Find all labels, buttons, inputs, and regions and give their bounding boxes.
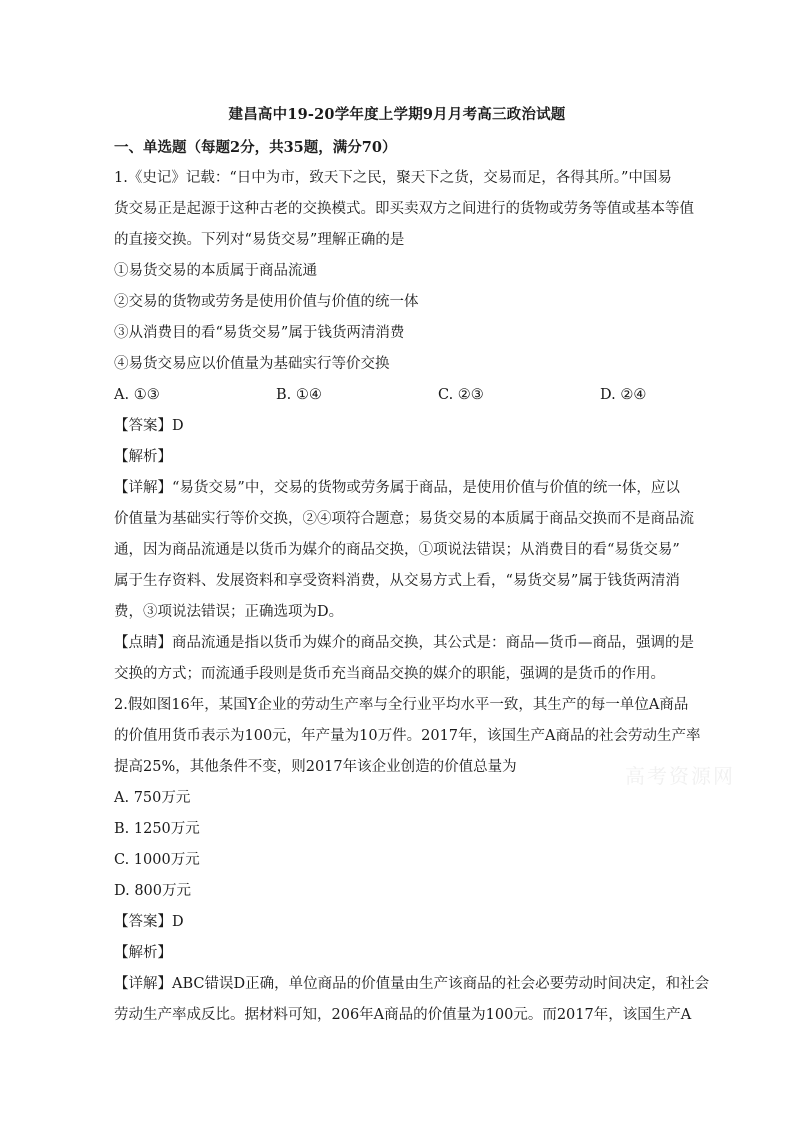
q1-detail-line: 价值量为基础实行等价交换，②④项符合题意；易货交易的本质属于商品交换而不是商品流 bbox=[114, 511, 694, 527]
q1-item: ④易货交易应以价值量为基础实行等价交换 bbox=[114, 356, 390, 372]
q1-analysis-label: 【解析】 bbox=[114, 449, 172, 465]
question-2 bbox=[114, 690, 710, 1031]
q1-stem-line: 的直接交换。下列对“易货交易”理解正确的是 bbox=[114, 232, 405, 248]
q2-detail-line: 【详解】ABC错误D正确，单位商品的价值量由生产该商品的社会必要劳动时间决定，和社会 bbox=[114, 976, 710, 992]
q2-stem-line: 2.假如图16年，某国Y企业的劳动生产率与全行业平均水平一致，其生产的每一单位A商品 bbox=[114, 697, 689, 713]
q1-detail-line: 【详解】“易货交易”中，交易的货物或劳务属于商品，是使用价值与价值的统一体，应以 bbox=[114, 480, 680, 496]
document-title: 建昌高中19-20学年度上学期9月月考高三政治试题 bbox=[228, 106, 566, 123]
q1-item: ①易货交易的本质属于商品流通 bbox=[114, 263, 317, 279]
q2-analysis-label: 【解析】 bbox=[114, 945, 172, 961]
q1-detail-line: 费，③项说法错误；正确选项为D。 bbox=[114, 604, 344, 620]
q1-option-b: B. ①④ bbox=[276, 387, 322, 403]
q2-answer: 【答案】D bbox=[114, 914, 184, 930]
q1-item: ③从消费目的看“易货交易”属于钱货两清消费 bbox=[114, 325, 405, 341]
q1-options bbox=[114, 380, 682, 411]
q1-option-d: D. ②④ bbox=[600, 387, 647, 403]
q2-detail-line: 劳动生产率成反比。据材料可知，206年A商品的价值量为100元。而2017年，该国生产A bbox=[114, 1007, 692, 1023]
question-1 bbox=[114, 163, 694, 690]
q1-detail-line: 属于生存资料、发展资料和享受资料消费，从交易方式上看，“易货交易”属于钱货两清消 bbox=[114, 573, 680, 589]
q2-stem-line: 提高25%，其他条件不变，则2017年该企业创造的价值总量为 bbox=[114, 759, 517, 775]
q1-stem-line: 货交易正是起源于这种古老的交换模式。即买卖双方之间进行的货物或劳务等值或基本等值 bbox=[114, 201, 694, 217]
document-body bbox=[114, 132, 710, 1031]
q2-option-c: C. 1000万元 bbox=[114, 852, 200, 868]
q1-stem-line: 1.《史记》记载：“日中为市，致天下之民，聚天下之货，交易而足，各得其所。”中国易 bbox=[114, 170, 672, 186]
section-heading: 一、单选题（每题2分，共35题，满分70） bbox=[114, 139, 397, 156]
q1-item: ②交易的货物或劳务是使用价值与价值的统一体 bbox=[114, 294, 419, 310]
q1-option-c: C. ②③ bbox=[438, 387, 484, 403]
q1-option-a: A. ①③ bbox=[114, 387, 160, 403]
watermark: 高考资源网 bbox=[625, 764, 735, 788]
q1-detail-line: 通，因为商品流通是以货币为媒介的商品交换，①项说法错误；从消费目的看“易货交易” bbox=[114, 542, 680, 558]
q1-tip-line: 交换的方式；而流通手段则是货币充当商品交换的媒介的职能，强调的是货币的作用。 bbox=[114, 666, 665, 682]
q2-stem-line: 的价值用货币表示为100元，年产量为10万件。2017年，该国生产A商品的社会劳动生产率 bbox=[114, 728, 701, 744]
q2-option-a: A. 750万元 bbox=[114, 790, 191, 806]
q2-option-b: B. 1250万元 bbox=[114, 821, 200, 837]
q2-option-d: D. 800万元 bbox=[114, 883, 192, 899]
q1-tip-line: 【点睛】商品流通是指以货币为媒介的商品交换，其公式是：商品—货币—商品，强调的是 bbox=[114, 635, 694, 651]
q1-answer: 【答案】D bbox=[114, 418, 184, 434]
